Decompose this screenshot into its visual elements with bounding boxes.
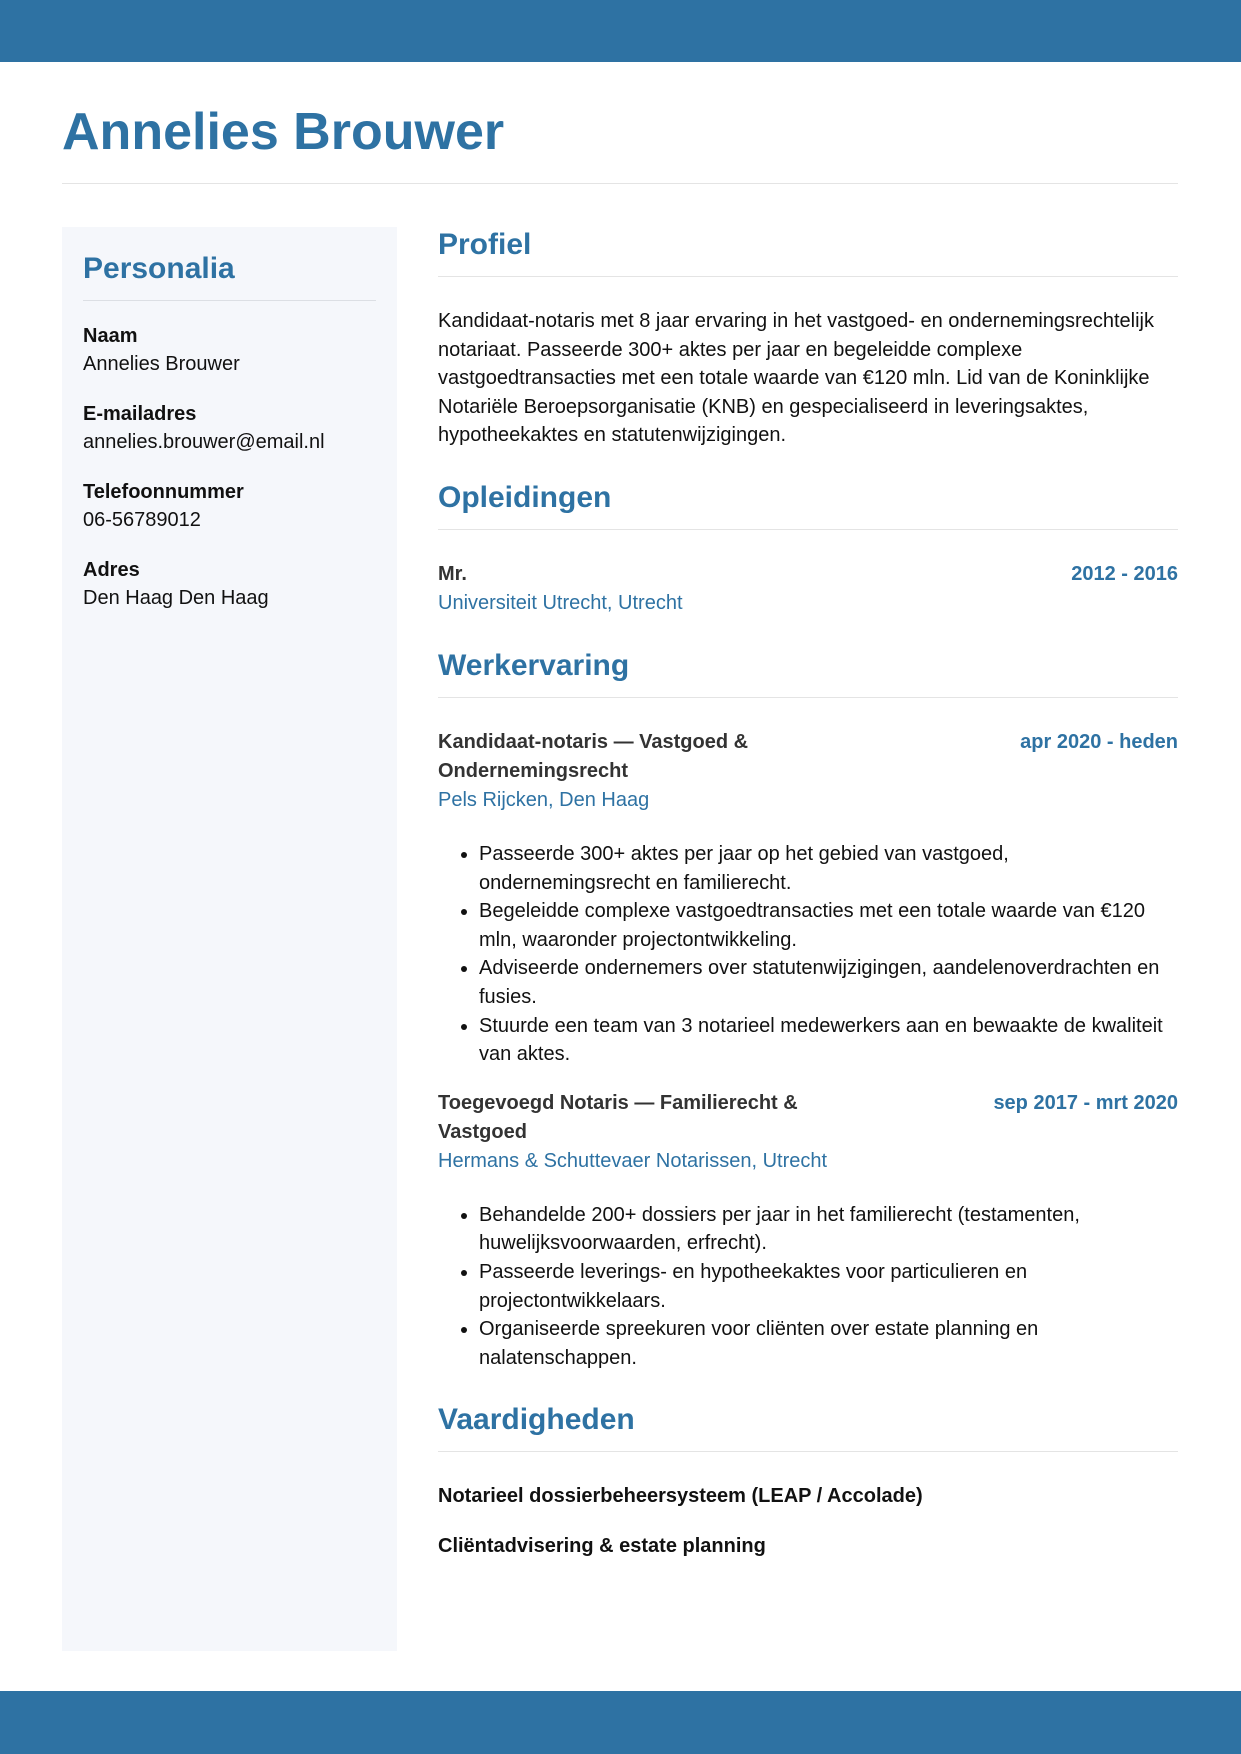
experience-role: Toegevoegd Notaris — Familierecht & Vastgoed — [438, 1091, 798, 1143]
phone-value: 06-56789012 — [83, 509, 201, 531]
experience-dates: sep 2017 - mrt 2020 — [993, 1091, 1178, 1114]
list-item: • Begeleidde complexe vastgoedtransacties met een totale waarde van €120 mln, waaronder projectontwikkeling. — [479, 897, 1178, 954]
footer-bar — [0, 1691, 1241, 1754]
experience-entry — [438, 1089, 1178, 1373]
experience-entry — [438, 728, 1178, 1069]
title-divider — [62, 183, 1178, 184]
skills-section — [438, 1402, 1178, 1560]
name-label: Naam — [83, 325, 138, 347]
header-bar — [0, 0, 1241, 62]
personalia-phone — [83, 478, 376, 534]
education-section — [438, 480, 1178, 618]
address-value: Den Haag Den Haag — [83, 587, 269, 609]
profile-text: Kandidaat-notaris met 8 jaar ervaring in het vastgoed- en ondernemingsrechtelijk notariaat. Passeerde 300+ aktes per jaar en begeleidde complexe vastgoedtransacties met een totale waarde van €120 mln. Lid van de Koninklijke Notariële Beroepsorganisatie (KNB) en gespecialiseerd in leveringsaktes, hypotheekaktes en statutenwijzigingen. — [438, 310, 1154, 447]
experience-entry-head — [438, 1089, 1178, 1147]
education-heading: Opleidingen — [438, 480, 1178, 530]
list-item: • Behandelde 200+ dossiers per jaar in het familierecht (testamenten, huwelijksvoorwaarden, erfrecht). — [479, 1201, 1178, 1258]
email-label: E-mailadres — [83, 403, 197, 425]
education-degree: Mr. — [438, 562, 467, 585]
experience-heading: Werkervaring — [438, 648, 1178, 698]
email-value: annelies.brouwer@email.nl — [83, 431, 325, 453]
skill-item: Cliëntadvisering & estate planning — [438, 1535, 766, 1558]
list-item: • Adviseerde ondernemers over statutenwijzigingen, aandelenoverdrachten en fusies. — [479, 954, 1178, 1011]
experience-company: Pels Rijcken, Den Haag — [438, 788, 650, 811]
personalia-heading: Personalia — [83, 251, 376, 301]
list-item: • Organiseerde spreekuren voor cliënten over estate planning en nalatenschappen. — [479, 1315, 1178, 1372]
main-content — [438, 227, 1178, 1560]
personalia-sidebar — [62, 227, 397, 1651]
list-item: • Passeerde 300+ aktes per jaar op het gebied van vastgoed, ondernemingsrecht en familierecht. — [479, 840, 1178, 897]
experience-bullets — [438, 1201, 1178, 1373]
profile-heading: Profiel — [438, 227, 1178, 277]
experience-dates: apr 2020 - heden — [1020, 730, 1178, 753]
personalia-address — [83, 556, 376, 612]
experience-role: Kandidaat-notaris — Vastgoed & Ondernemingsrecht — [438, 730, 749, 782]
page-title: Annelies Brouwer — [62, 103, 505, 161]
list-item: • Stuurde een team van 3 notarieel medewerkers aan en bewaakte de kwaliteit van aktes. — [479, 1012, 1178, 1069]
education-dates: 2012 - 2016 — [1071, 562, 1178, 585]
experience-entry-head — [438, 728, 1178, 786]
personalia-email — [83, 400, 376, 456]
education-entry-head — [438, 560, 1178, 589]
list-item: • Passeerde leverings- en hypotheekaktes voor particulieren en projectontwikkelaars. — [479, 1258, 1178, 1315]
phone-label: Telefoonnummer — [83, 481, 244, 503]
skill-item: Notarieel dossierbeheersysteem (LEAP / Accolade) — [438, 1485, 923, 1508]
skills-heading: Vaardigheden — [438, 1402, 1178, 1452]
experience-bullets — [438, 840, 1178, 1069]
address-label: Adres — [83, 559, 140, 581]
experience-section — [438, 648, 1178, 1372]
education-entry — [438, 560, 1178, 618]
education-school: Universiteit Utrecht, Utrecht — [438, 591, 683, 614]
name-value: Annelies Brouwer — [83, 353, 240, 375]
experience-company: Hermans & Schuttevaer Notarissen, Utrecht — [438, 1149, 828, 1172]
profile-section — [438, 227, 1178, 450]
personalia-name — [83, 322, 376, 378]
